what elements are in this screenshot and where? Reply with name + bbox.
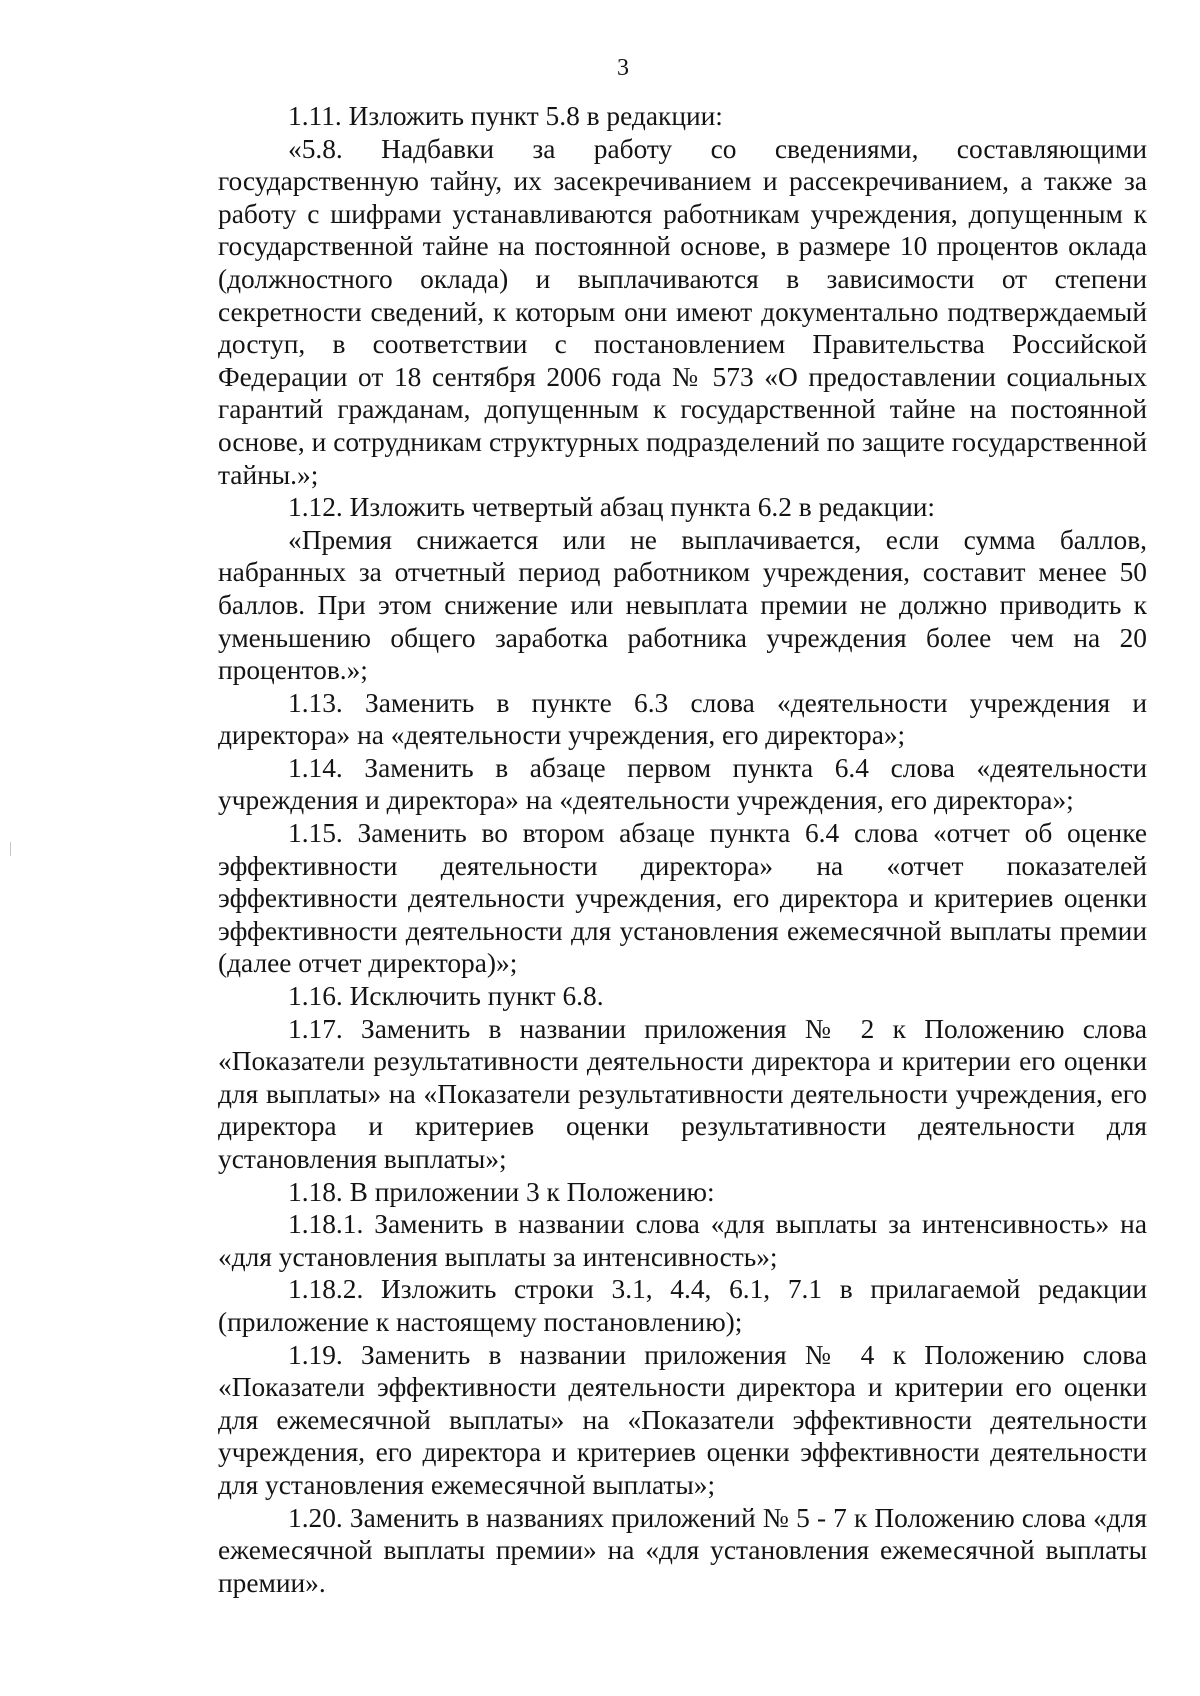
paragraph-1-11: 1.11. Изложить пункт 5.8 в редакции: xyxy=(288,101,723,131)
scan-margin-mark xyxy=(10,842,11,856)
paragraph-1-14: 1.14. Заменить в абзаце первом пункта 6.4 слова «деятельности учреждения и директора» на «деятельности учреждения, его директора»; xyxy=(218,752,1147,816)
paragraph-1-20: 1.20. Заменить в названиях приложений № 5 - 7 к Положению слова «для ежемесячной выплаты премии» на «для установления ежемесячной выплаты премии». xyxy=(218,1502,1147,1598)
paragraph-premium-text: «Премия снижается или не выплачивается, если сумма баллов, набранных за отчетный период работником учреждения, составит менее 50 баллов. При этом снижение или невыплата премии не должно приводить к уменьшению общего заработка работника учреждения более чем на 20 процентов.»; xyxy=(218,524,1147,686)
paragraph-1-19: 1.19. Заменить в названии приложения № 4 к Положению слова «Показатели эффективности деятельности директора и критерии его оценки для ежемесячной выплаты» на «Показатели эффективности деятельности учреждения, его директора и критериев оценки эффективности деятельности для установления ежемесячной выплаты»; xyxy=(218,1339,1147,1500)
paragraph-1-12: 1.12. Изложить четвертый абзац пункта 6.2 в редакции: xyxy=(288,492,936,523)
paragraph-1-15: 1.15. Заменить во втором абзаце пункта 6.4 слова «отчет об оценке эффективности деятельности директора» на «отчет показателей эффективности деятельности учреждения, его директора и критериев оценки эффективности деятельности для установления ежемесячной выплаты премии (далее отчет директора)»; xyxy=(218,818,1147,979)
paragraph-5-8-text: «5.8. Надбавки за работу со сведениями, составляющими государственную тайну, их засекречиванием и рассекречиванием, а также за работу с шифрами устанавливаются работникам учреждения, допущенным к государственной тайне на постоянной основе, в размере 10 процентов оклада (должностного оклада) и выплачиваются в зависимости от степени секретности сведений, к которым они имеют документально подтверждаемый доступ, в соответствии с постановлением Правительства Российской Федерации от 18 сентября 2006 года № 573 «О предоставлении социальных гарантий гражданам, допущенным к государственной тайне на постоянной основе, и сотрудникам структурных подразделений по защите государственной тайны.»; xyxy=(218,133,1147,490)
paragraph-1-18-1: 1.18.1. Заменить в названии слова «для выплаты за интенсивность» на «для установления выплаты за интенсивность»; xyxy=(218,1209,1147,1272)
paragraph-1-17: 1.17. Заменить в названии приложения № 2 к Положению слова «Показатели результативности деятельности директора и критерии его оценки для выплаты» на «Показатели результативности деятельности учреждения, его директора и критериев оценки результативности деятельности для установления выплаты»; xyxy=(218,1013,1147,1174)
document-body xyxy=(218,100,1147,1599)
paragraph-1-13: 1.13. Заменить в пункте 6.3 слова «деятельности учреждения и директора» на «деятельности учреждения, его директора»; xyxy=(218,687,1147,751)
paragraph-1-18-2: 1.18.2. Изложить строки 3.1, 4.4, 6.1, 7.1 в прилагаемой редакции (приложение к настоящему постановлению); xyxy=(218,1274,1147,1337)
page-number: 3 xyxy=(617,55,629,81)
paragraph-1-18: 1.18. В приложении 3 к Положению: xyxy=(288,1176,715,1207)
paragraph-1-16: 1.16. Исключить пункт 6.8. xyxy=(288,981,604,1012)
